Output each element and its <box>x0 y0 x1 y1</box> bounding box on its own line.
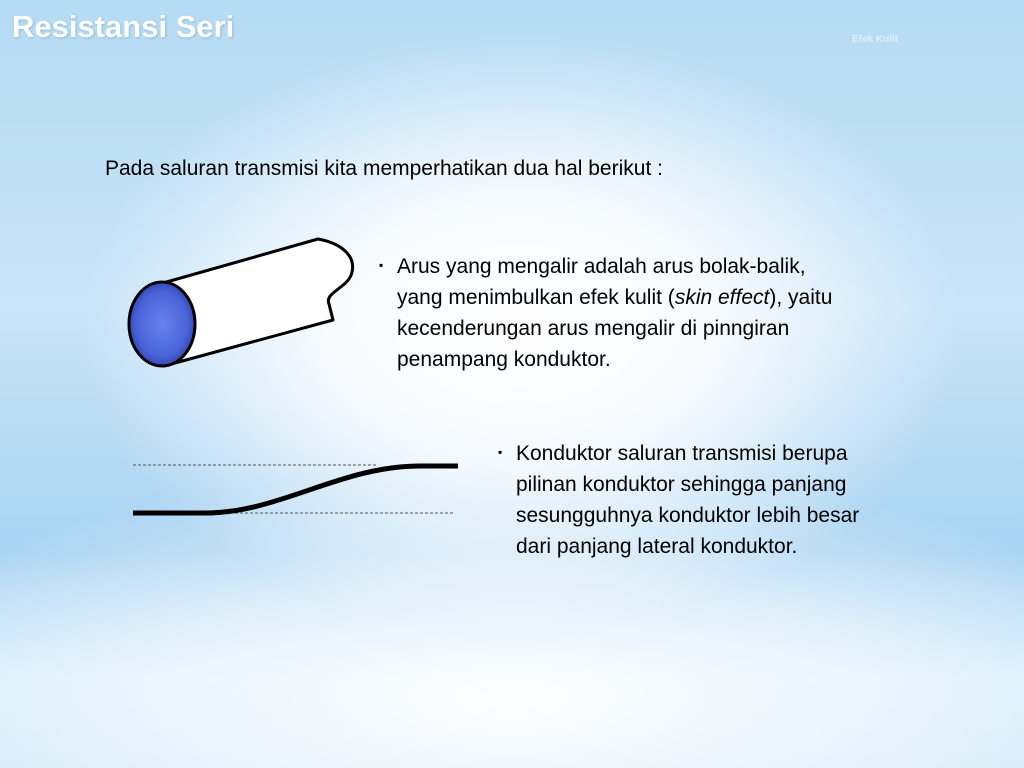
cylinder-cross-section <box>129 282 195 366</box>
bullet-line: Arus yang mengalir adalah arus bolak-balik, <box>397 255 806 278</box>
conductor-length-illustration <box>133 465 458 513</box>
bullet-conductor-length <box>498 438 986 562</box>
conductor-curve <box>133 466 458 513</box>
square-bullet-icon: ▪ <box>498 445 503 459</box>
bullet-text: ), yaitu <box>769 286 833 309</box>
corner-label: Efek Kulit <box>852 34 899 45</box>
intro-text: Pada saluran transmisi kita memperhatikan dua hal berikut : <box>105 157 663 180</box>
bullet-emphasis: skin effect <box>674 286 770 309</box>
bullet-line: kecenderungan arus mengalir di pinngiran <box>397 317 790 340</box>
bullet-line <box>397 282 957 313</box>
bullet-text: yang menimbulkan efek kulit ( <box>397 286 675 309</box>
bullet-line: pilinan konduktor sehingga panjang <box>516 473 847 496</box>
conductor-cylinder-illustration <box>129 239 353 366</box>
bullet-line: penampang konduktor. <box>397 348 611 371</box>
bullet-line: dari panjang lateral konduktor. <box>516 535 798 558</box>
slide-title: Resistansi Seri <box>12 9 235 44</box>
bullet-line: Konduktor saluran transmisi berupa <box>516 442 848 465</box>
bullet-skin-effect <box>379 251 957 375</box>
bullet-line: sesungguhnya konduktor lebih besar <box>516 504 860 527</box>
square-bullet-icon: ▪ <box>379 258 384 272</box>
